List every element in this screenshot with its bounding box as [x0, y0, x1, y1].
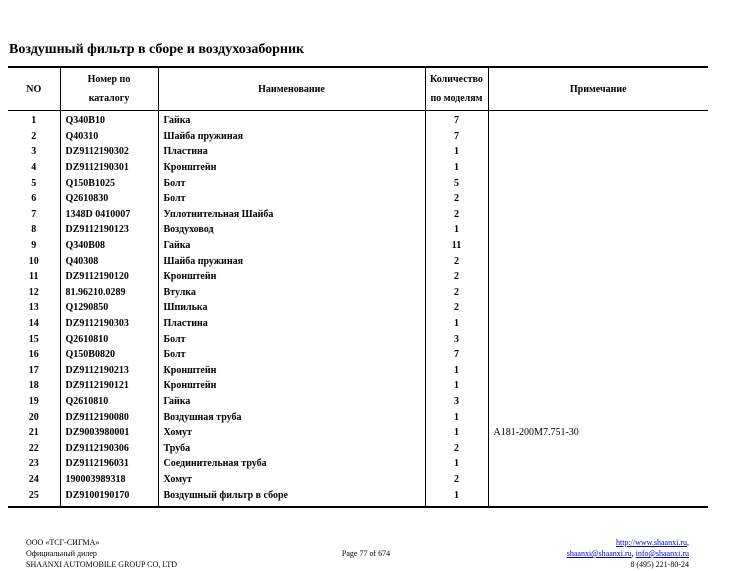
page-title: Воздушный фильтр в сборе и воздухозаборник	[9, 42, 305, 57]
part-name: Хомут	[158, 472, 425, 488]
phone-number: 8 (495) 221-80-24	[630, 560, 689, 569]
table-row	[8, 160, 708, 176]
catalog-number: DZ9112190123	[60, 222, 158, 238]
table-row	[8, 253, 708, 269]
part-name: Кронштейн	[158, 269, 425, 285]
quantity: 7	[425, 111, 488, 129]
quantity: 1	[425, 487, 488, 507]
table-row	[8, 347, 708, 363]
email-link-info[interactable]: info@shaanxi.ru	[635, 549, 689, 558]
row-number: 11	[8, 269, 60, 285]
note	[488, 440, 708, 456]
footer-contacts	[567, 537, 689, 570]
part-name: Хомут	[158, 425, 425, 441]
header-no: NO	[8, 67, 60, 111]
part-name: Гайка	[158, 111, 425, 129]
note	[488, 160, 708, 176]
parts-table-body	[8, 111, 708, 507]
catalog-number: DZ9100190170	[60, 487, 158, 507]
note	[488, 191, 708, 207]
catalog-number: DZ9112196031	[60, 456, 158, 472]
header-catalog-number: Номер по каталогу	[60, 67, 158, 111]
note	[488, 363, 708, 379]
part-name: Болт	[158, 175, 425, 191]
catalog-number: 190003989318	[60, 472, 158, 488]
row-number: 20	[8, 409, 60, 425]
quantity: 3	[425, 331, 488, 347]
quantity: 2	[425, 191, 488, 207]
table-row	[8, 472, 708, 488]
table-row	[8, 331, 708, 347]
catalog-number: DZ9112190120	[60, 269, 158, 285]
parts-table	[8, 66, 708, 508]
quantity: 1	[425, 378, 488, 394]
catalog-number: DZ9112190302	[60, 144, 158, 160]
note	[488, 253, 708, 269]
table-row	[8, 269, 708, 285]
row-number: 12	[8, 285, 60, 301]
note	[488, 269, 708, 285]
email-separator: ,	[631, 549, 636, 558]
table-row	[8, 409, 708, 425]
note	[488, 111, 708, 129]
catalog-number: Q40310	[60, 129, 158, 145]
quantity: 2	[425, 300, 488, 316]
table-row	[8, 285, 708, 301]
table-row	[8, 394, 708, 410]
row-number: 25	[8, 487, 60, 507]
quantity: 2	[425, 472, 488, 488]
website-link[interactable]: http://www.shaanxi.ru	[615, 538, 687, 547]
note	[488, 394, 708, 410]
catalog-number: DZ9112190306	[60, 440, 158, 456]
table-row	[8, 440, 708, 456]
note	[488, 456, 708, 472]
quantity: 2	[425, 269, 488, 285]
table-row	[8, 316, 708, 332]
catalog-number: DZ9112190213	[60, 363, 158, 379]
table-row	[8, 300, 708, 316]
note	[488, 378, 708, 394]
row-number: 10	[8, 253, 60, 269]
table-row	[8, 378, 708, 394]
footer-group-name: SHAANXI AUTOMOBILE GROUP CO, LTD	[26, 560, 178, 569]
table-row	[8, 144, 708, 160]
part-name: Шайба пружиная	[158, 253, 425, 269]
quantity: 2	[425, 207, 488, 223]
row-number: 2	[8, 129, 60, 145]
table-row	[8, 191, 708, 207]
table-row	[8, 425, 708, 441]
row-number: 23	[8, 456, 60, 472]
quantity: 1	[425, 316, 488, 332]
part-name: Кронштейн	[158, 160, 425, 176]
quantity: 1	[425, 160, 488, 176]
row-number: 16	[8, 347, 60, 363]
table-row	[8, 175, 708, 191]
part-name: Гайка	[158, 238, 425, 254]
quantity: 1	[425, 363, 488, 379]
part-name: Шайба пружиная	[158, 129, 425, 145]
row-number: 7	[8, 207, 60, 223]
website-link-suffix: ,	[687, 538, 689, 547]
note	[488, 238, 708, 254]
note	[488, 144, 708, 160]
row-number: 9	[8, 238, 60, 254]
row-number: 17	[8, 363, 60, 379]
quantity: 1	[425, 409, 488, 425]
part-name: Воздушный фильтр в сборе	[158, 487, 425, 507]
row-number: 18	[8, 378, 60, 394]
note	[488, 207, 708, 223]
quantity: 11	[425, 238, 488, 254]
part-name: Шпилька	[158, 300, 425, 316]
row-number: 6	[8, 191, 60, 207]
quantity: 2	[425, 440, 488, 456]
part-name: Уплотнительная Шайба	[158, 207, 425, 223]
row-number: 22	[8, 440, 60, 456]
part-name: Соединительная труба	[158, 456, 425, 472]
row-number: 1	[8, 111, 60, 129]
note	[488, 487, 708, 507]
note	[488, 409, 708, 425]
row-number: 13	[8, 300, 60, 316]
quantity: 1	[425, 144, 488, 160]
catalog-number: Q2610810	[60, 331, 158, 347]
catalog-number: Q340B10	[60, 111, 158, 129]
quantity: 2	[425, 285, 488, 301]
catalog-number: Q150B1025	[60, 175, 158, 191]
table-row	[8, 456, 708, 472]
part-name: Втулка	[158, 285, 425, 301]
note	[488, 175, 708, 191]
part-name: Болт	[158, 191, 425, 207]
table-row	[8, 129, 708, 145]
part-name: Гайка	[158, 394, 425, 410]
catalog-number: Q40308	[60, 253, 158, 269]
quantity: 7	[425, 347, 488, 363]
note	[488, 331, 708, 347]
table-row	[8, 487, 708, 507]
note	[488, 472, 708, 488]
row-number: 4	[8, 160, 60, 176]
quantity: 5	[425, 175, 488, 191]
part-name: Воздуховод	[158, 222, 425, 238]
row-number: 5	[8, 175, 60, 191]
row-number: 19	[8, 394, 60, 410]
quantity: 1	[425, 456, 488, 472]
note	[488, 347, 708, 363]
catalog-number: 81.96210.0289	[60, 285, 158, 301]
header-name: Наименование	[158, 67, 425, 111]
email-link-shaanxi[interactable]: shaanxi@shaanxi.ru	[566, 549, 632, 558]
note	[488, 316, 708, 332]
part-name: Пластина	[158, 144, 425, 160]
row-number: 24	[8, 472, 60, 488]
quantity: 7	[425, 129, 488, 145]
quantity: 1	[425, 425, 488, 441]
row-number: 15	[8, 331, 60, 347]
table-row	[8, 207, 708, 223]
part-name: Кронштейн	[158, 363, 425, 379]
catalog-number: DZ9112190121	[60, 378, 158, 394]
part-name: Воздушная труба	[158, 409, 425, 425]
note	[488, 222, 708, 238]
table-header-row	[8, 67, 708, 111]
page-number: Page 77 of 674	[341, 549, 391, 558]
table-row	[8, 111, 708, 129]
note: A181-200M7.751-30	[488, 425, 708, 441]
quantity: 1	[425, 222, 488, 238]
note	[488, 285, 708, 301]
catalog-number: 1348D 0410007	[60, 207, 158, 223]
catalog-number: Q2610810	[60, 394, 158, 410]
row-number: 14	[8, 316, 60, 332]
catalog-number: DZ9112190080	[60, 409, 158, 425]
note	[488, 129, 708, 145]
quantity: 2	[425, 253, 488, 269]
part-name: Болт	[158, 347, 425, 363]
catalog-number: Q2610830	[60, 191, 158, 207]
table-row	[8, 238, 708, 254]
footer-dealer-label: Официальный дилер	[26, 549, 97, 558]
header-quantity: Количество по моделям	[425, 67, 488, 111]
catalog-number: DZ9003980001	[60, 425, 158, 441]
footer-company-name: ООО «ТСГ-СИГМА»	[26, 538, 100, 547]
note	[488, 300, 708, 316]
header-note: Примечание	[488, 67, 708, 111]
part-name: Пластина	[158, 316, 425, 332]
table-row	[8, 222, 708, 238]
catalog-number: Q1290850	[60, 300, 158, 316]
quantity: 3	[425, 394, 488, 410]
catalog-number: Q340B08	[60, 238, 158, 254]
row-number: 8	[8, 222, 60, 238]
catalog-number: DZ9112190301	[60, 160, 158, 176]
row-number: 21	[8, 425, 60, 441]
table-row	[8, 363, 708, 379]
part-name: Болт	[158, 331, 425, 347]
part-name: Труба	[158, 440, 425, 456]
row-number: 3	[8, 144, 60, 160]
catalog-number: Q150B0820	[60, 347, 158, 363]
catalog-number: DZ9112190303	[60, 316, 158, 332]
part-name: Кронштейн	[158, 378, 425, 394]
